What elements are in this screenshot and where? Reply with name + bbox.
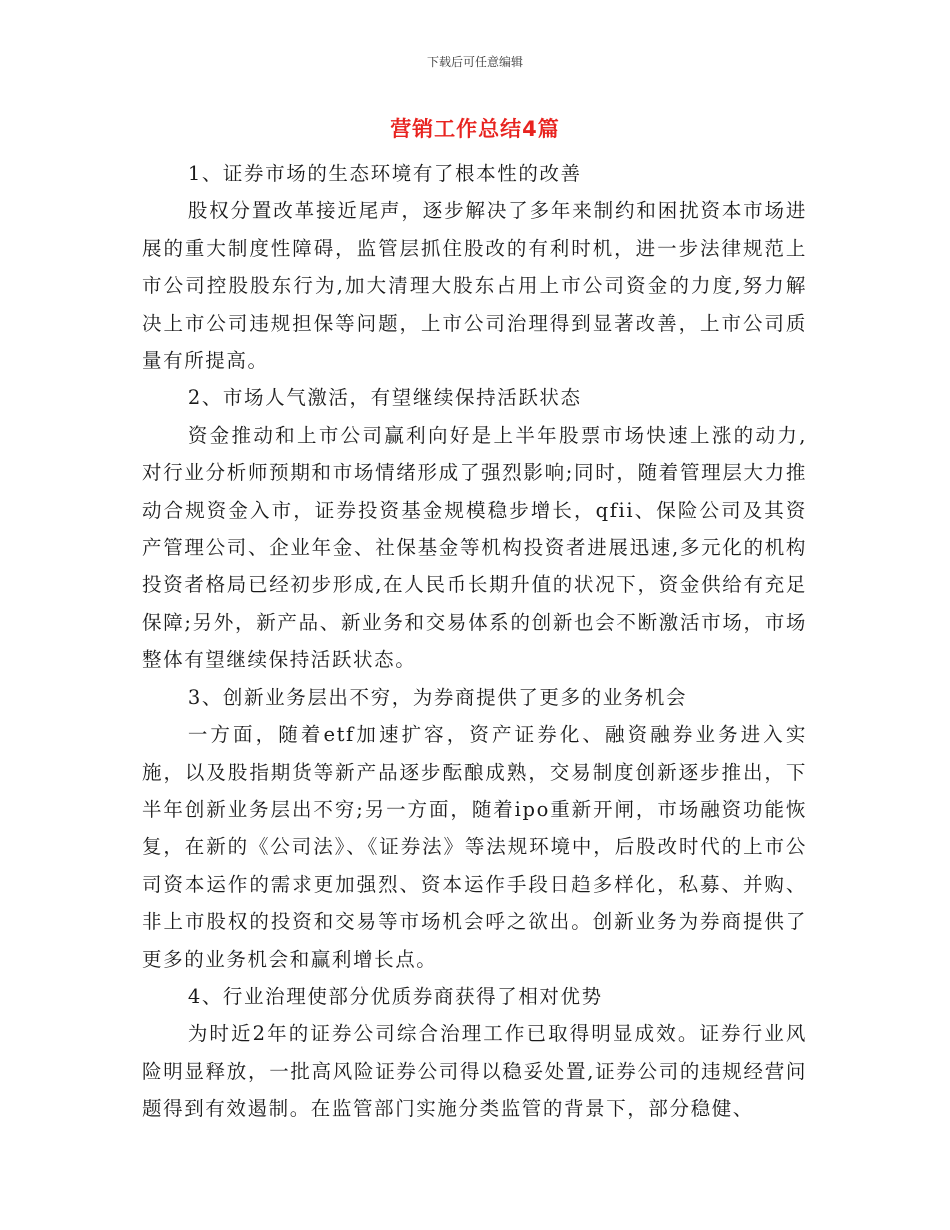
section-heading: 3、创新业务层出不穷，为券商提供了更多的业务机会 <box>187 685 688 709</box>
document-body <box>142 155 807 1128</box>
section-paragraph: 股权分置改革接近尾声，逐步解决了多年来制约和困扰资本市场进展的重大制度性障碍，监管层抓住股改的有利时机，进一步法律规范上市公司控股股东行为,加大清理大股东占用上市公司资金的力度,努力解决上市公司违规担保等问题，上市公司治理得到显著改善，上市公司质量有所提高。 <box>142 199 807 373</box>
section-heading: 2、市场人气激活，有望继续保持活跃状态 <box>187 386 582 410</box>
section-heading: 4、行业治理使部分优质券商获得了相对优势 <box>187 984 603 1008</box>
section-paragraph: 为时近2年的证券公司综合治理工作已取得明显成效。证券行业风险明显释放，一批高风险证券公司得以稳妥处置,证券公司的违规经营问题得到有效遏制。在监管部门实施分类监管的背景下，部分稳健、 <box>142 1022 807 1121</box>
section-paragraph: 资金推动和上市公司赢利向好是上半年股票市场快速上涨的动力,对行业分析师预期和市场情绪形成了强烈影响;同时，随着管理层大力推动合规资金入市，证券投资基金规模稳步增长，qfii、保险公司及其资产管理公司、企业年金、社保基金等机构投资者进展迅速,多元化的机构投资者格局已经初步形成,在人民币长期升值的状况下，资金供给有充足保障;另外，新产品、新业务和交易体系的创新也会不断激活市场，市场整体有望继续保持活跃状态。 <box>142 423 807 672</box>
header-note: 下载后可任意编辑 <box>426 55 523 69</box>
document-title: 营销工作总结4篇 <box>390 117 560 141</box>
section-heading: 1、证券市场的生态环境有了根本性的改善 <box>187 162 582 185</box>
section-paragraph: 一方面，随着etf加速扩容，资产证券化、融资融券业务进入实施，以及股指期货等新产品逐步酝酿成熟，交易制度创新逐步推出，下半年创新业务层出不穷;另一方面，随着ipo重新开闸，市场融资功能恢复，在新的《公司法》、《证券法》等法规环境中，后股改时代的上市公司资本运作的需求更加强烈、资本运作手段日趋多样化，私募、并购、非上市股权的投资和交易等市场机会呼之欲出。创新业务为券商提供了更多的业务机会和赢利增长点。 <box>142 723 807 971</box>
